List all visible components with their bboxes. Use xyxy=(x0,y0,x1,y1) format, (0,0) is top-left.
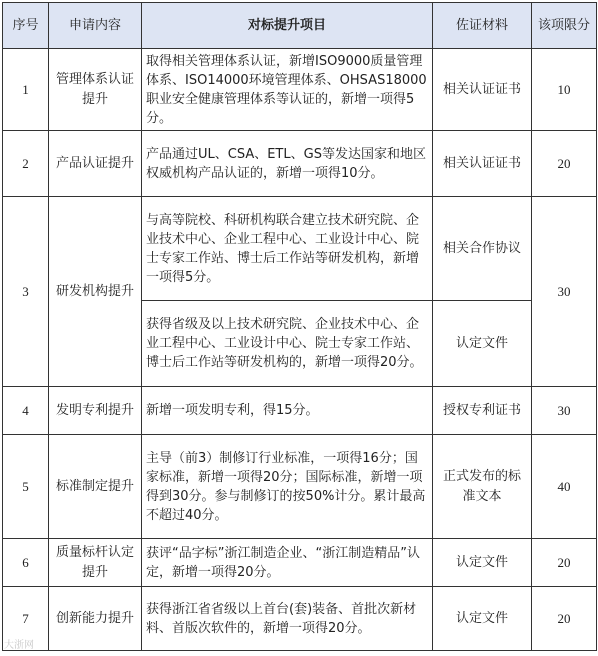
row-evidence: 相关合作协议 xyxy=(433,197,532,301)
row-category: 发明专利提升 xyxy=(49,387,142,435)
table-row xyxy=(3,539,597,587)
row-category: 标准制定提升 xyxy=(49,435,142,539)
row-evidence: 认定文件 xyxy=(433,587,532,651)
row-limit: 20 xyxy=(532,539,597,587)
table-row xyxy=(3,435,597,539)
row-limit: 20 xyxy=(532,131,597,197)
header-item: 对标提升项目 xyxy=(142,3,433,49)
row-category: 质量标杆认定提升 xyxy=(49,539,142,587)
header-category: 申请内容 xyxy=(49,3,142,49)
row-evidence: 正式发布的标准文本 xyxy=(433,435,532,539)
row-category: 研发机构提升 xyxy=(49,197,142,387)
row-item: 新增一项发明专利，得15分。 xyxy=(142,387,433,435)
table-row xyxy=(3,197,597,301)
row-item: 获评“品字标”浙江制造企业、“浙江制造精品”认定，新增一项得20分。 xyxy=(142,539,433,587)
header-limit: 该项限分 xyxy=(532,3,597,49)
row-item: 主导（前3）制修订行业标准，一项得16分；国家标准，新增一项得20分；国际标准，新增一项得到30分。参与制修订的按50%计分。累计最高不超过40分。 xyxy=(142,435,433,539)
row-item: 产品通过UL、CSA、ETL、GS等发达国家和地区权威机构产品认证的，新增一项得10分。 xyxy=(142,131,433,197)
row-seq: 5 xyxy=(3,435,49,539)
row-evidence: 授权专利证书 xyxy=(433,387,532,435)
row-limit: 30 xyxy=(532,197,597,387)
row-item: 取得相关管理体系认证，新增ISO9000质量管理体系、ISO14000环境管理体系、OHSAS18000职业安全健康管理体系等认证的，新增一项得5分。 xyxy=(142,49,433,131)
table-row xyxy=(3,131,597,197)
row-item: 与高等院校、科研机构联合建立技术研究院、企业技术中心、企业工程中心、工业设计中心、院士专家工作站、博士后工作站等研发机构，新增一项得5分。 xyxy=(142,197,433,301)
row-seq: 7 xyxy=(3,587,49,651)
row-limit: 30 xyxy=(532,387,597,435)
table-row xyxy=(3,587,597,651)
row-seq: 6 xyxy=(3,539,49,587)
row-item: 获得省级及以上技术研究院、企业技术中心、企业工程中心、工业设计中心、院士专家工作站、博士后工作站等研发机构的，新增一项得20分。 xyxy=(142,301,433,387)
header-row xyxy=(3,3,597,49)
header-evidence: 佐证材料 xyxy=(433,3,532,49)
row-evidence: 相关认证证书 xyxy=(433,49,532,131)
row-evidence: 相关认证证书 xyxy=(433,131,532,197)
watermark-logo: 大浙网 xyxy=(4,640,34,651)
row-seq: 1 xyxy=(3,49,49,131)
row-category: 管理体系认证提升 xyxy=(49,49,142,131)
row-item: 获得浙江省省级以上首台(套)装备、首批次新材料、首版次软件的，新增一项得20分。 xyxy=(142,587,433,651)
table-row xyxy=(3,49,597,131)
row-seq: 2 xyxy=(3,131,49,197)
row-category: 产品认证提升 xyxy=(49,131,142,197)
row-evidence: 认定文件 xyxy=(433,539,532,587)
row-evidence: 认定文件 xyxy=(433,301,532,387)
row-seq: 4 xyxy=(3,387,49,435)
header-seq: 序号 xyxy=(3,3,49,49)
row-limit: 20 xyxy=(532,587,597,651)
row-limit: 10 xyxy=(532,49,597,131)
row-category: 创新能力提升 xyxy=(49,587,142,651)
scoring-table xyxy=(2,2,597,651)
table-row xyxy=(3,387,597,435)
row-seq: 3 xyxy=(3,197,49,387)
row-limit: 40 xyxy=(532,435,597,539)
